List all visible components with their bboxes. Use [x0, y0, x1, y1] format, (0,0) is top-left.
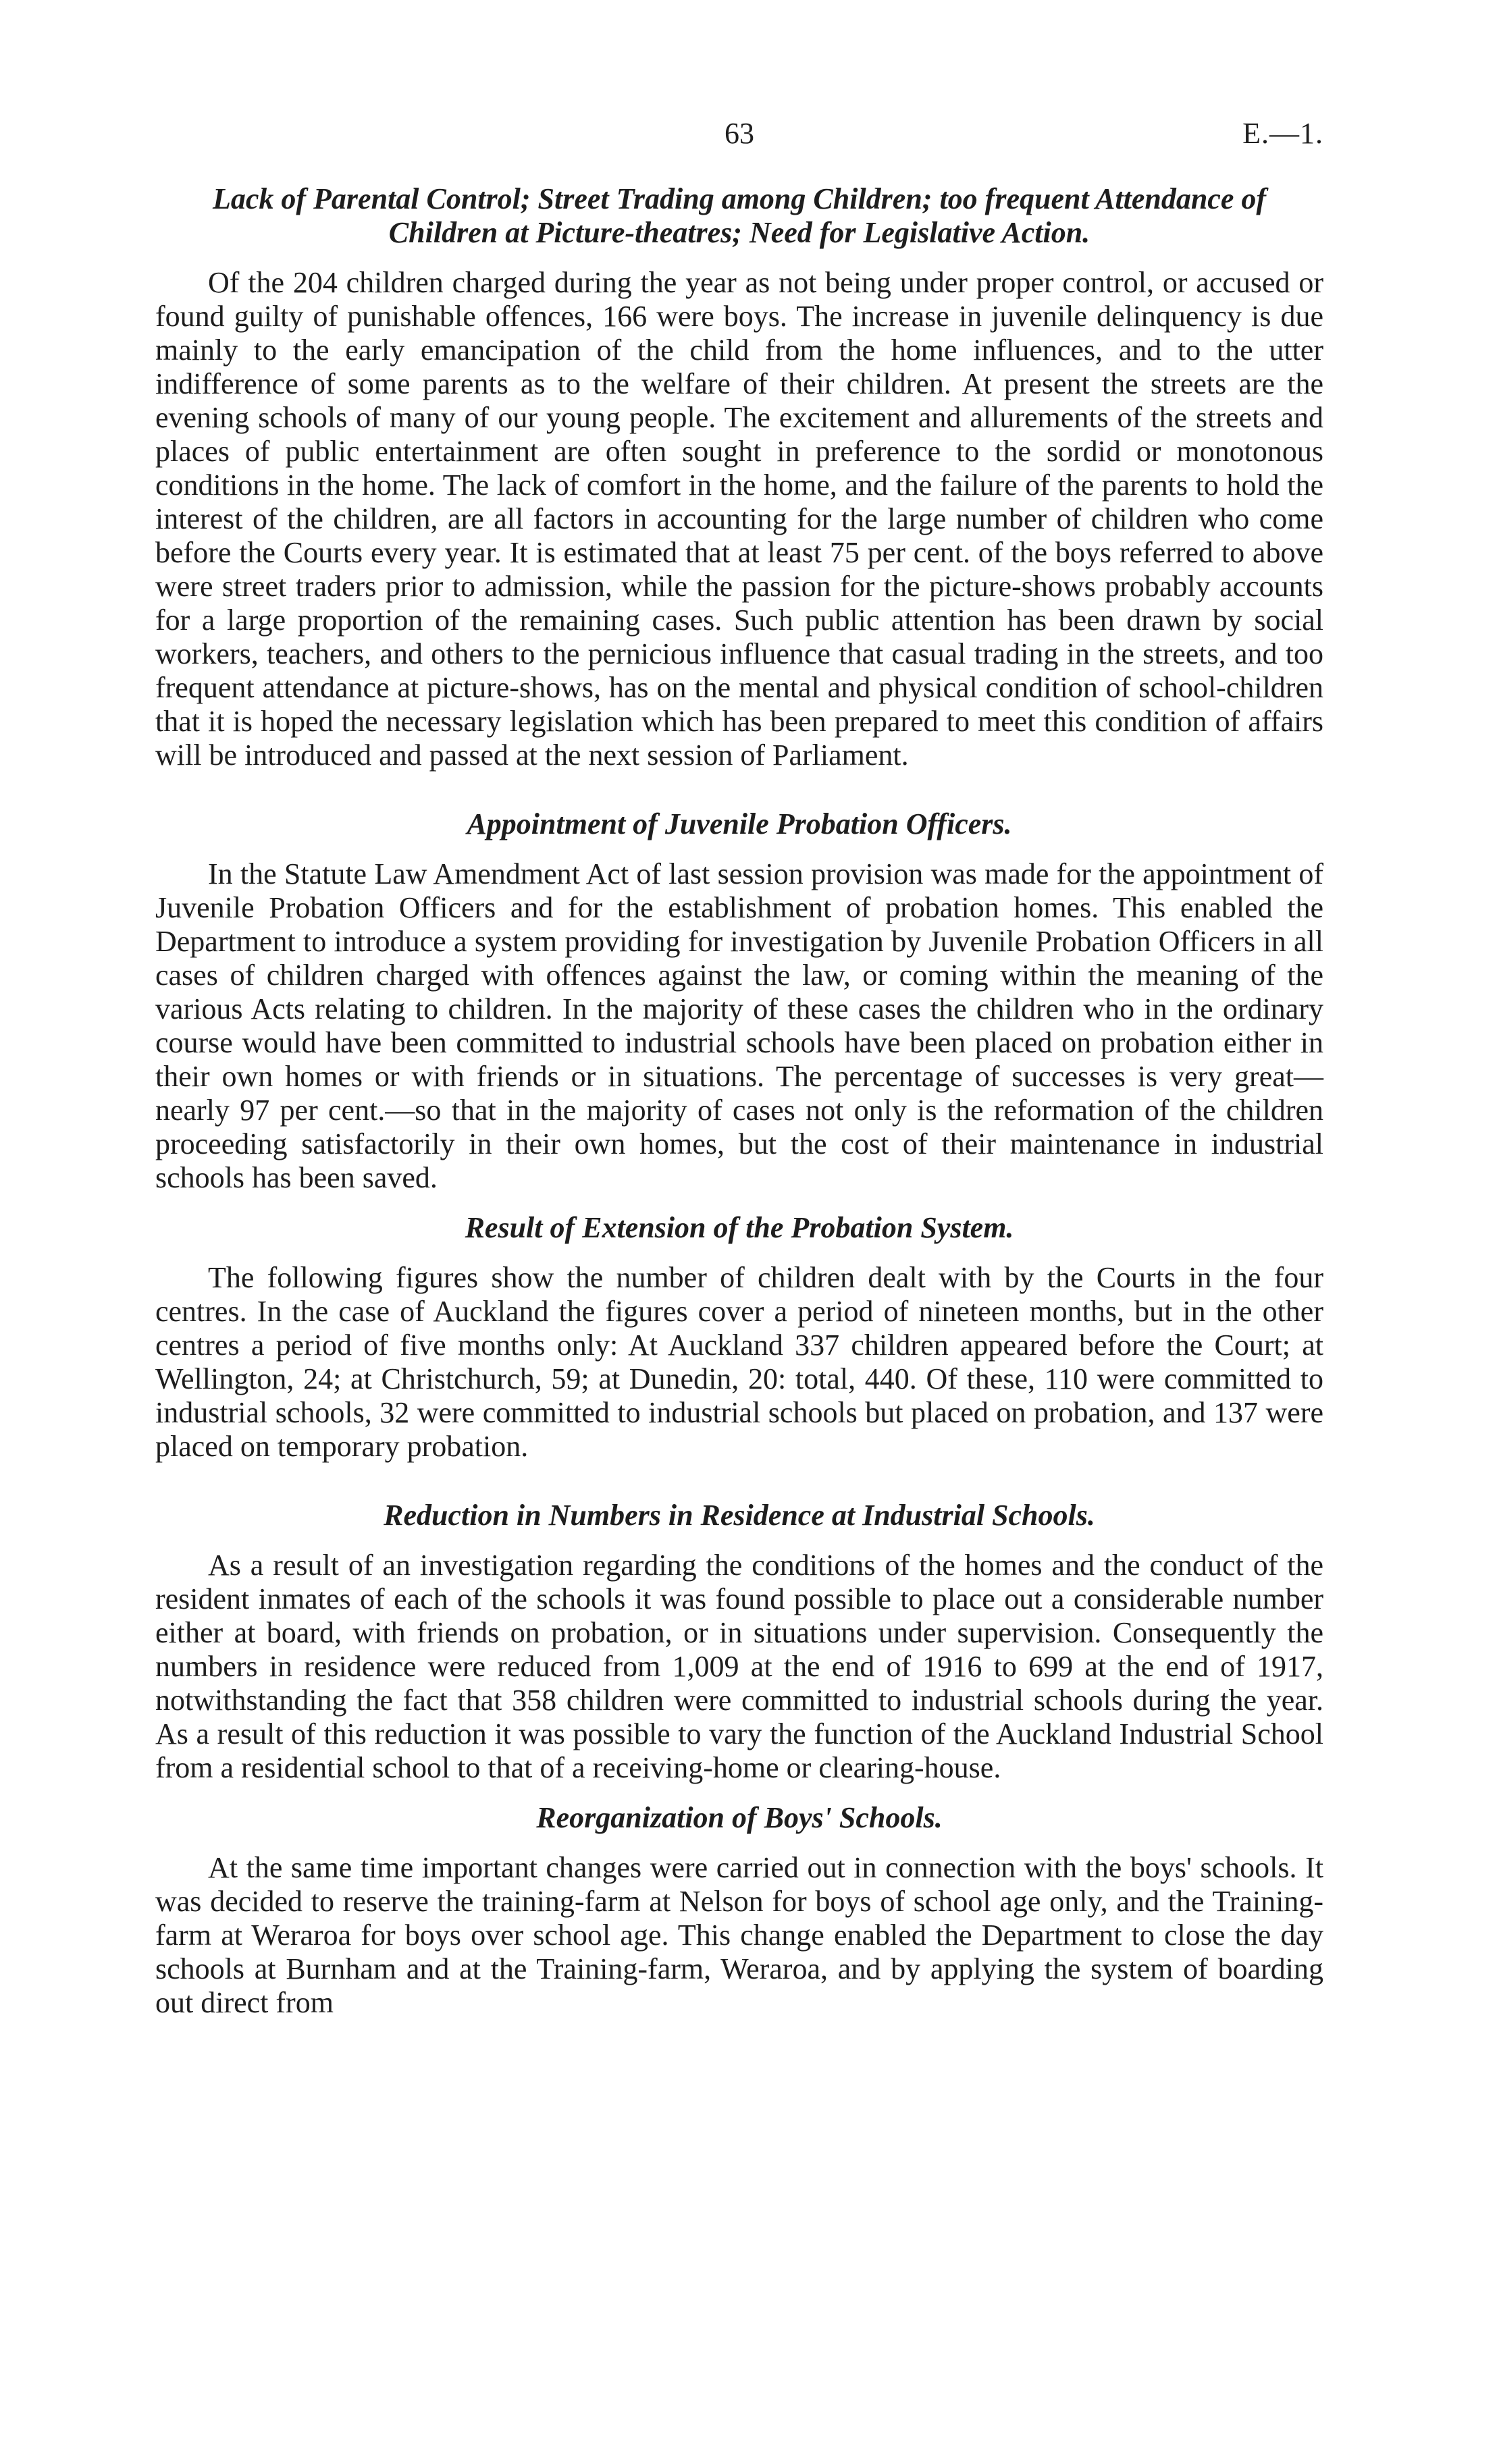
section-paragraph: In the Statute Law Amendment Act of last session provision was made for the appointment of Juvenile Probation Officers and for the establishment of probation homes. This enabled the Department to introduce a system providing for investigation by Juvenile Probation Officers in all cases of children charged with offences against the law, or coming within the meaning of the various Acts relating to children. In the majority of these cases the children who in the ordinary course would have been committed to industrial schools have been placed on probation either in their own homes or with friends or in situations. The percentage of successes is very great—nearly 97 per cent.—so that in the majority of cases not only is the reformation of the children proceeding satisfactorily in their own homes, but the cost of their maintenance in industrial schools has been saved. [155, 857, 1323, 1194]
section-probation-system [155, 1211, 1323, 1464]
section-residence-reduction [155, 1499, 1323, 1785]
section-heading: Result of Extension of the Probation System. [465, 1211, 1014, 1244]
section-heading: Appointment of Juvenile Probation Officers. [467, 807, 1012, 840]
section-paragraph: At the same time important changes were carried out in connection with the boys' schools. It was decided to reserve the training-farm at Nelson for boys of school age only, and the Training-farm at Weraroa for boys over school age. This change enabled the Department to close the day schools at Burnham and at the Training-farm, Weraroa, and by applying the system of boarding out direct from [155, 1851, 1323, 2019]
section-heading: Reduction in Numbers in Residence at Industrial Schools. [384, 1499, 1095, 1532]
document-page [155, 115, 1323, 2020]
page-header [155, 115, 1323, 182]
page-number: 63 [725, 117, 754, 150]
section-parental-control [155, 182, 1323, 772]
section-paragraph: As a result of an investigation regarding the conditions of the homes and the conduct of the resident inmates of each of the schools it was found possible to place out a considerable number either at board, with friends on probation, or in situations under supervision. Consequently the numbers in residence were reduced from 1,009 at the end of 1916 to 699 at the end of 1917, notwithstanding the fact that 358 children were committed to industrial schools during the year. As a result of this reduction it was possible to vary the function of the Auckland Industrial School from a residential school to that of a receiving-home or clearing-house. [155, 1549, 1323, 1784]
section-heading: Lack of Parental Control; Street Trading among Children; too frequent Attendance of Children at Picture-theatres; Need for Legislative Action. [212, 182, 1267, 249]
series-code: E.—1. [1242, 117, 1323, 150]
section-paragraph: The following figures show the number of children dealt with by the Courts in the four centres. In the case of Auckland the figures cover a period of nineteen months, but in the other centres a period of five months only: At Auckland 337 children appeared before the Court; at Wellington, 24; at Christchurch, 59; at Dunedin, 20: total, 440. Of these, 110 were committed to industrial schools, 32 were committed to industrial schools but placed on probation, and 137 were placed on temporary probation. [155, 1261, 1323, 1463]
section-heading: Reorganization of Boys' Schools. [536, 1801, 943, 1834]
section-paragraph: Of the 204 children charged during the year as not being under proper control, or accused or found guilty of punishable offences, 166 were boys. The increase in juvenile delinquency is due mainly to the early emancipation of the child from the home influences, and to the utter indifference of some parents as to the welfare of their children. At present the streets are the evening schools of many of our young people. The excitement and allurements of the streets and places of public entertainment are often sought in preference to the sordid or monotonous conditions in the home. The lack of comfort in the home, and the failure of the parents to hold the interest of the children, are all factors in accounting for the large number of children who come before the Courts every year. It is estimated that at least 75 per cent. of the boys referred to above were street traders prior to admission, while the passion for the picture-shows probably accounts for a large proportion of the remaining cases. Such public attention has been drawn by social workers, teachers, and others to the pernicious influence that casual trading in the streets, and too frequent attendance at picture-shows, has on the mental and physical condition of school-children that it is hoped the necessary legislation which has been prepared to meet this condition of affairs will be introduced and passed at the next session of Parliament. [155, 266, 1323, 772]
section-boys-schools [155, 1801, 1323, 2020]
section-probation-officers [155, 807, 1323, 1195]
